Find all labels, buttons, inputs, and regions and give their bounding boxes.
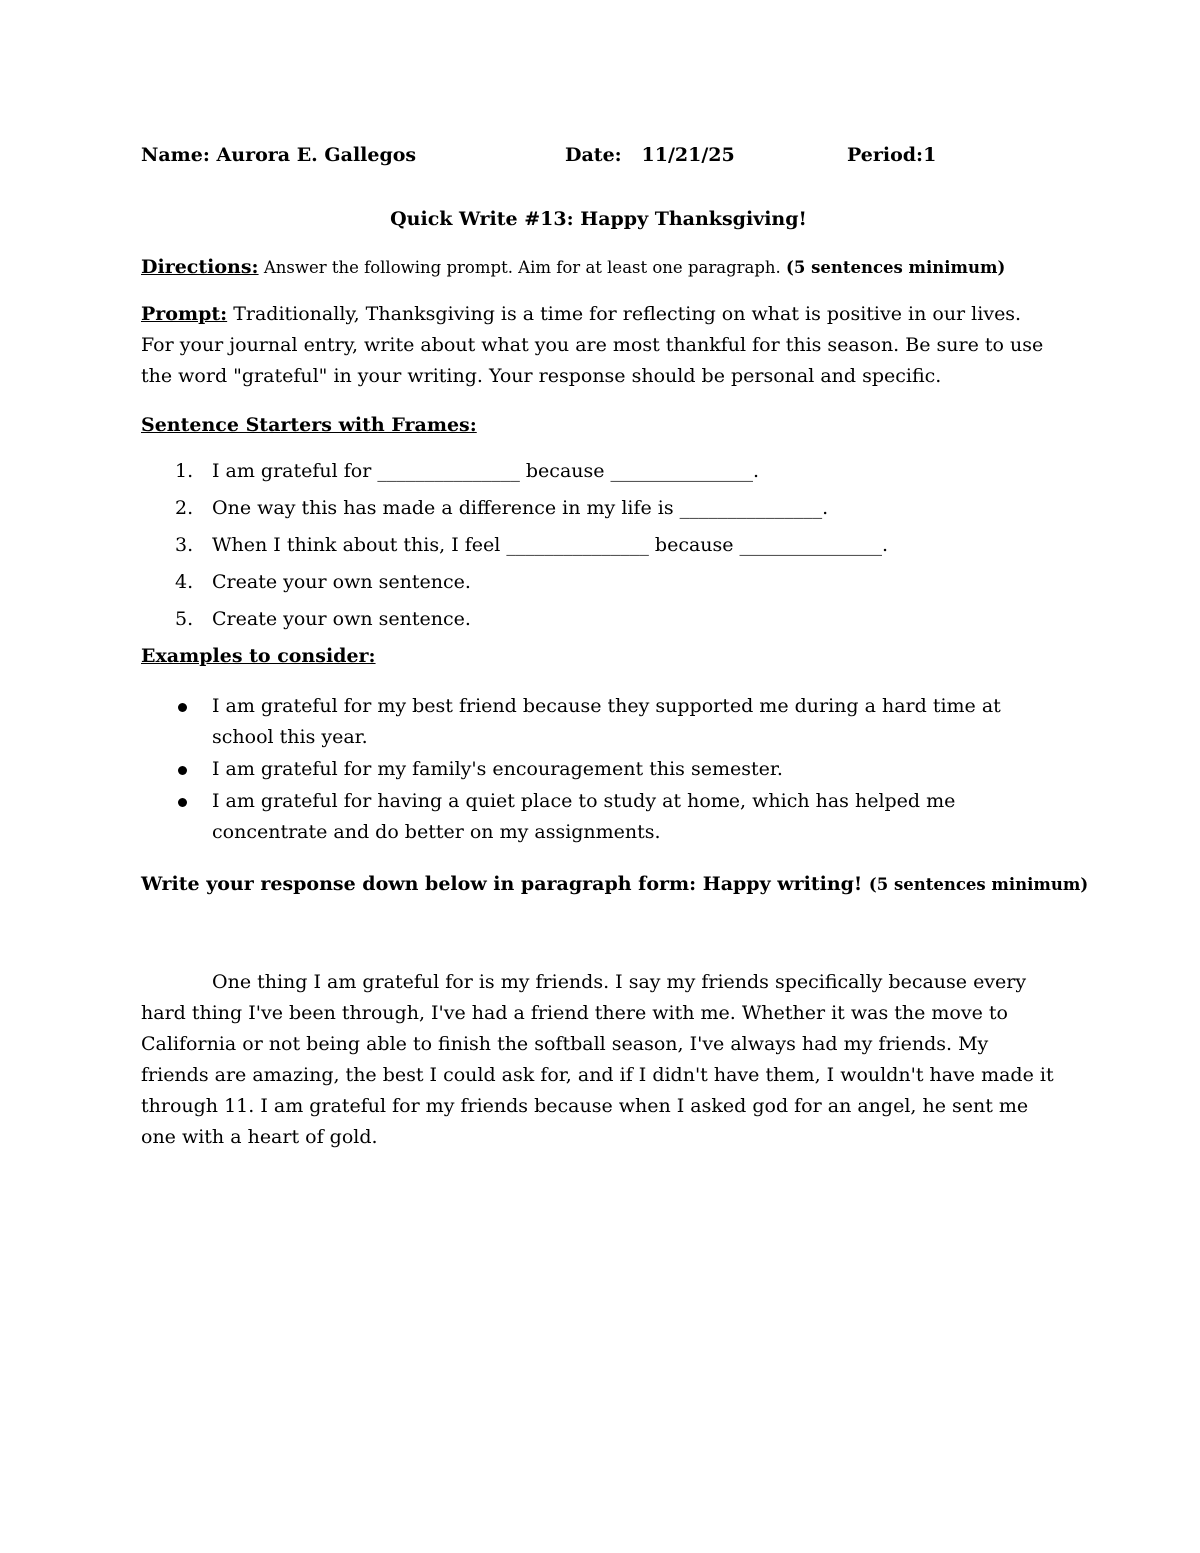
list-item-text: Create your own sentence. bbox=[212, 608, 471, 630]
list-number: 3. bbox=[175, 534, 194, 556]
name-label: Name: bbox=[141, 144, 210, 166]
prompt bbox=[141, 299, 1056, 392]
period-value: 1 bbox=[923, 144, 937, 166]
bullet-icon bbox=[178, 798, 187, 807]
student-response: One thing I am grateful for is my friends. I say my friends specifically because every hard thing I've been through, I've had a friend there with me. Whether it was the move to California or not being able to finish the softball season, I've always had my friends. My friends are amazing, the best I could ask for, and if I didn't have them, I wouldn't have made it through 11. I am grateful for my friends because when I asked god for an angel, he sent me one with a heart of gold. bbox=[141, 971, 1054, 1148]
list-item bbox=[141, 786, 1056, 848]
directions-note: (5 sentences minimum) bbox=[786, 258, 1006, 277]
list-item-text: One way this has made a difference in my life is _______________. bbox=[212, 497, 829, 519]
document-title: Quick Write #13: Happy Thanksgiving! bbox=[390, 208, 807, 230]
list-item-text: I am grateful for _______________ because _______________. bbox=[212, 460, 760, 482]
write-response-heading bbox=[141, 870, 1089, 899]
write-response-text: Write your response down below in paragraph form: Happy writing! bbox=[141, 873, 863, 895]
list-item-text: I am grateful for having a quiet place to study at home, which has helped me concentrate and do better on my assignments. bbox=[212, 790, 956, 843]
list-item-text: I am grateful for my best friend because they supported me during a hard time at school this year. bbox=[212, 695, 1001, 748]
prompt-label: Prompt: bbox=[141, 303, 228, 325]
student-info-row bbox=[141, 140, 1056, 172]
date-value: 11/21/25 bbox=[641, 144, 735, 166]
bullet-icon bbox=[178, 703, 187, 712]
list-item bbox=[141, 495, 1056, 532]
write-response-note: (5 sentences minimum) bbox=[868, 875, 1089, 894]
list-item bbox=[141, 606, 1056, 643]
name-value: Aurora E. Gallegos bbox=[216, 144, 417, 166]
list-number: 5. bbox=[175, 608, 194, 630]
name-field bbox=[141, 144, 416, 166]
prompt-text: Traditionally, Thanksgiving is a time for reflecting on what is positive in our lives. For your journal entry, write about what you are most thankful for this season. Be sure to use the word "grateful" in your writing. Your response should be personal and specific. bbox=[141, 303, 1044, 387]
period-field bbox=[847, 144, 936, 166]
list-number: 4. bbox=[175, 571, 194, 593]
date-field bbox=[565, 144, 735, 166]
directions-text: Answer the following prompt. Aim for at least one paragraph. bbox=[263, 258, 781, 277]
list-item bbox=[141, 691, 1056, 753]
period-label: Period: bbox=[847, 144, 924, 166]
document-page bbox=[141, 140, 1089, 1153]
starters-list bbox=[141, 458, 1056, 643]
list-number: 2. bbox=[175, 497, 194, 519]
directions bbox=[141, 254, 1056, 281]
list-item-text: When I think about this, I feel _______________ because _______________. bbox=[212, 534, 889, 556]
list-number: 1. bbox=[175, 460, 194, 482]
list-item-text: Create your own sentence. bbox=[212, 571, 471, 593]
starters-heading: Sentence Starters with Frames: bbox=[141, 414, 477, 436]
list-item-text: I am grateful for my family's encouragement this semester. bbox=[212, 758, 783, 780]
date-label: Date: bbox=[565, 144, 622, 166]
list-item bbox=[141, 569, 1056, 606]
list-item bbox=[141, 532, 1056, 569]
examples-list bbox=[141, 691, 1056, 848]
list-item bbox=[141, 754, 1056, 785]
directions-label: Directions: bbox=[141, 256, 259, 278]
list-item bbox=[141, 458, 1056, 495]
examples-heading: Examples to consider: bbox=[141, 645, 376, 667]
bullet-icon bbox=[178, 766, 187, 775]
